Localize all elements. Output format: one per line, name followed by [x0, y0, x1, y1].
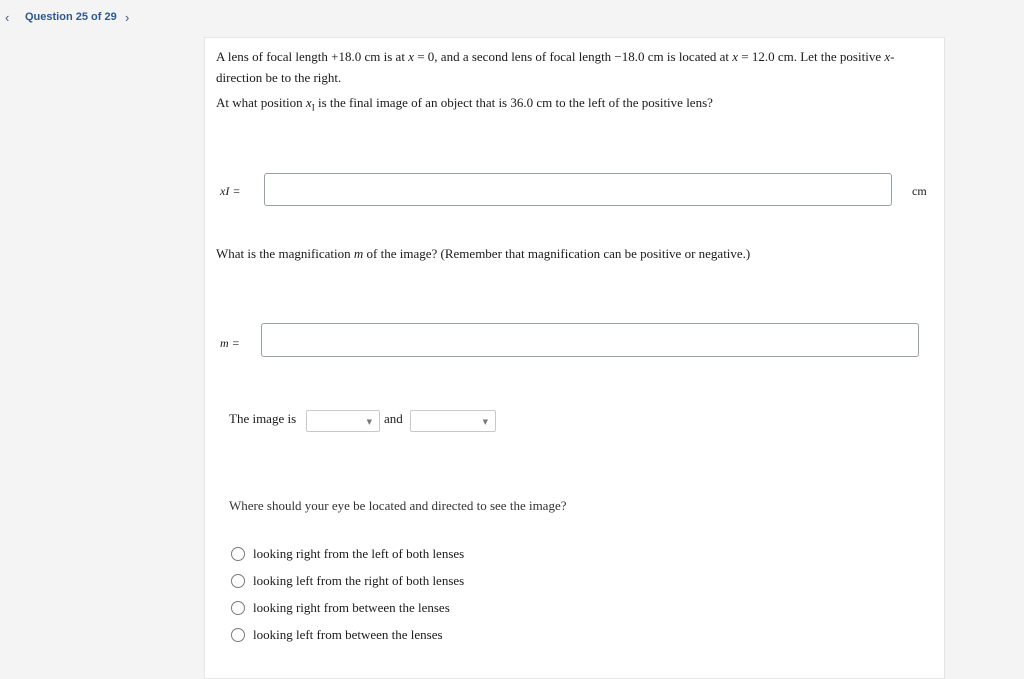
radio-button[interactable] — [231, 547, 245, 561]
question-position: At what position $x_I$ is the final image of an object that is 36.0 cm to the left of the positive lens? — [216, 95, 713, 113]
xI-label: xI = — [220, 184, 241, 198]
chevron-down-icon: ▼ — [482, 418, 488, 426]
next-question-icon[interactable]: › — [125, 10, 130, 25]
eye-position-question: Where should your eye be located and directed to see the image? — [229, 498, 567, 513]
m-input[interactable] — [261, 323, 919, 357]
radio-button[interactable] — [231, 628, 245, 642]
question-magnification: What is the magnification m of the image? (Remember that magnification can be positive or negative.) — [216, 246, 751, 261]
eye-option-label: looking left from between the lenses — [253, 627, 443, 642]
chevron-down-icon: ▼ — [366, 418, 372, 426]
question-card — [204, 37, 945, 679]
question-nav — [0, 0, 300, 34]
xI-unit: cm — [912, 184, 927, 198]
eye-option-label: looking right from between the lenses — [253, 600, 450, 615]
xI-input[interactable] — [264, 173, 892, 206]
and-label: and — [384, 411, 403, 426]
eye-option-label: looking right from the left of both lenses — [253, 546, 465, 561]
question-counter[interactable]: Question 25 of 29 — [25, 11, 117, 23]
radio-button[interactable] — [231, 601, 245, 615]
image-nature-dropdown[interactable] — [410, 410, 496, 432]
previous-question-icon[interactable]: ‹ — [5, 10, 10, 25]
radio-button[interactable] — [231, 574, 245, 588]
m-label: m = — [220, 336, 240, 350]
image-orientation-dropdown[interactable] — [306, 410, 380, 432]
image-type-label: The image is — [229, 411, 297, 426]
problem-statement: A lens of focal length +18.0 cm is at x = 0, and a second lens of focal length −18.0 cm is located at x = 12.0 cm. Let the positive x-direction be to the right. — [216, 49, 895, 85]
eye-option-label: looking left from the right of both lenses — [253, 573, 465, 588]
